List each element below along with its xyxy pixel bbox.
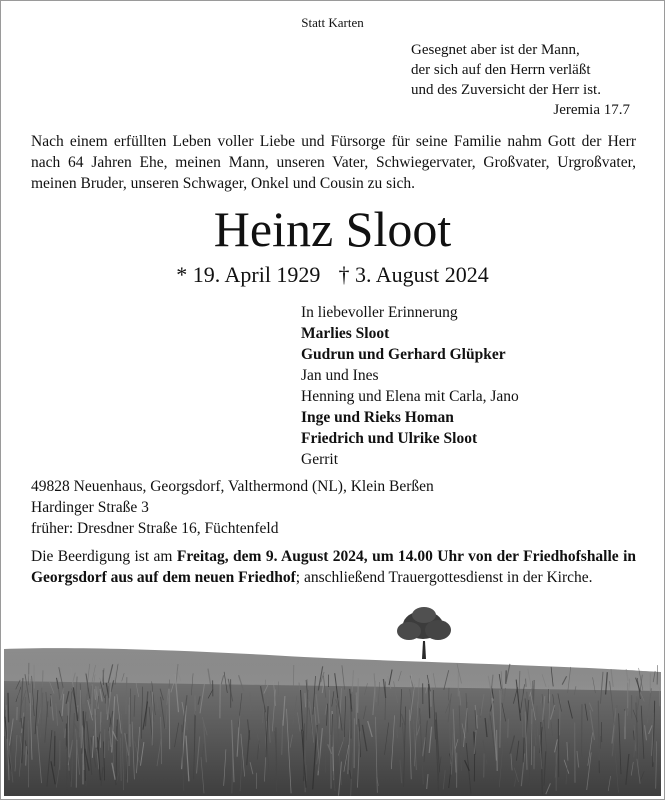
tree-icon [397,607,451,659]
address-line: Hardinger Straße 3 [31,499,149,516]
life-dates [1,262,664,288]
header-label: Statt Karten [301,15,364,30]
verse-line: der sich auf den Herrn verläßt [411,62,591,78]
deceased-name: Heinz Sloot [213,201,452,257]
death-date: † 3. August 2024 [338,262,489,287]
funeral-text-end: ; anschließend Trauergottesdienst in der Kirche. [295,569,593,586]
family-list [301,302,641,470]
funeral-date-location: Freitag, dem 9. August 2024, um 14.00 Uhr von der Friedhofshalle in Georgsdorf aus auf dem neuen Friedhof [31,548,637,586]
family-member: Henning und Elena mit Carla, Jano [301,388,519,405]
family-intro: In liebevoller Erinnerung [301,304,458,321]
address-line: 49828 Neuenhaus, Georgsdorf, Valthermond (NL), Klein Berßen [31,478,434,495]
verse-line: Gesegnet aber ist der Mann, [411,42,580,58]
address-line: früher: Dresdner Straße 16, Füchtenfeld [31,520,279,537]
intro-text: Nach einem erfüllten Leben voller Liebe und Fürsorge für seine Familie nahm Gott der Herr nach 64 Jahren Ehe, meinen Mann, unseren Vater, Schwiegervater, Großvater, Urgroßvater, meinen Bruder, unseren Schwager, Onkel und Cousin zu sich. [31,133,636,192]
family-member: Jan und Ines [301,367,379,384]
bible-verse [411,40,631,120]
landscape-photo [4,601,661,796]
family-member: Gudrun und Gerhard Glüpker [301,346,506,363]
family-member: Inge und Rieks Homan [301,409,454,426]
verse-line: und des Zuversicht der Herr ist. [411,82,601,98]
family-member: Friedrich und Ulrike Sloot [301,430,478,447]
family-member: Gerrit [301,451,339,468]
address-block [31,476,531,539]
funeral-info [31,546,636,588]
funeral-text-start: Die Beerdigung ist am [31,548,177,565]
verse-source: Jeremia 17.7 [553,102,630,118]
family-member: Marlies Sloot [301,325,390,342]
birth-date: * 19. April 1929 [176,262,321,287]
